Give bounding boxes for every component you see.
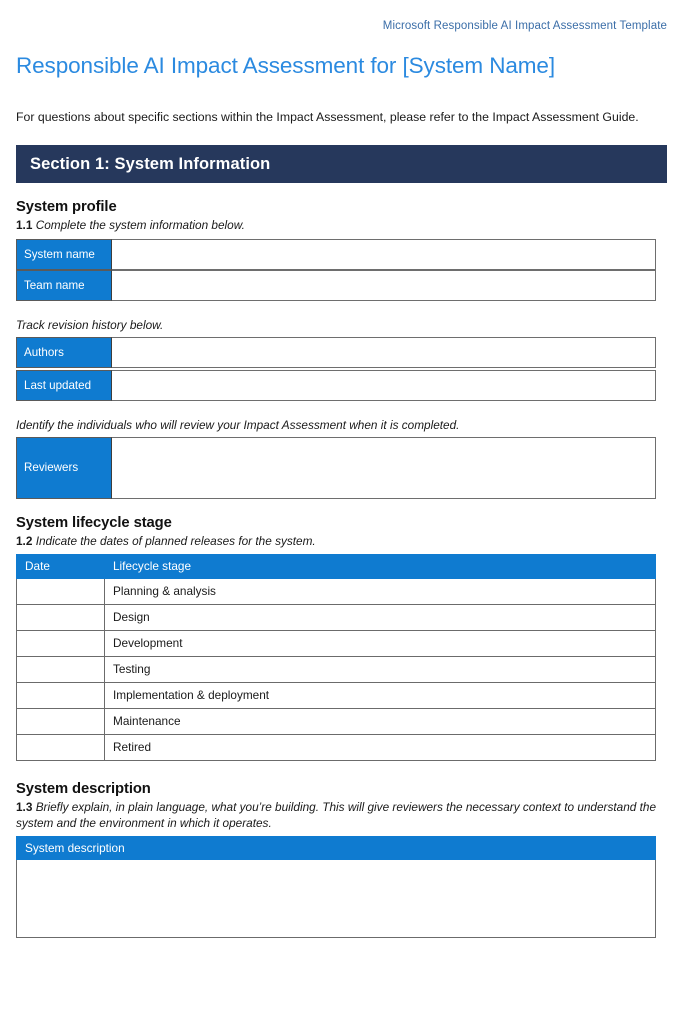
cell-date[interactable] bbox=[17, 578, 105, 604]
lifecycle-heading: System lifecycle stage bbox=[16, 514, 172, 531]
table-row bbox=[16, 337, 656, 368]
system-description-box bbox=[16, 836, 656, 938]
cell-date[interactable] bbox=[17, 656, 105, 682]
table-row bbox=[17, 656, 656, 682]
field-label-reviewers: Reviewers bbox=[16, 437, 112, 499]
intro-paragraph: For questions about specific sections within the Impact Assessment, please refer to the Impact Assessment Guide. bbox=[16, 109, 639, 124]
cell-stage: Development bbox=[105, 630, 656, 656]
field-input-system-name[interactable] bbox=[112, 239, 656, 270]
table-row bbox=[17, 578, 656, 604]
cell-stage: Implementation & deployment bbox=[105, 682, 656, 708]
cell-stage: Design bbox=[105, 604, 656, 630]
field-input-authors[interactable] bbox=[112, 337, 656, 368]
field-label-team-name: Team name bbox=[16, 270, 112, 301]
system-description-box-label: System description bbox=[16, 836, 656, 860]
item-number-1-3: 1.3 bbox=[16, 799, 33, 814]
cell-stage: Testing bbox=[105, 656, 656, 682]
lifecycle-table bbox=[16, 554, 656, 761]
cell-date[interactable] bbox=[17, 708, 105, 734]
table-row bbox=[17, 604, 656, 630]
cell-date[interactable] bbox=[17, 682, 105, 708]
system-profile-heading: System profile bbox=[16, 199, 117, 216]
field-label-last-updated: Last updated bbox=[16, 370, 112, 401]
table-row bbox=[17, 630, 656, 656]
item-text-1-2: Indicate the dates of planned releases for the system. bbox=[35, 533, 316, 548]
item-number-1-1: 1.1 bbox=[16, 218, 33, 233]
system-profile-instruction bbox=[16, 217, 667, 233]
reviewers-table bbox=[16, 437, 656, 499]
column-header-date: Date bbox=[17, 554, 105, 578]
description-instruction bbox=[16, 799, 667, 832]
revision-history-table bbox=[16, 337, 656, 401]
system-profile-table bbox=[16, 239, 656, 301]
cell-date[interactable] bbox=[17, 630, 105, 656]
revision-history-caption: Track revision history below. bbox=[16, 317, 164, 332]
description-heading: System description bbox=[16, 780, 151, 797]
document-template-label: Microsoft Responsible AI Impact Assessment Template bbox=[382, 20, 667, 32]
field-input-reviewers[interactable] bbox=[112, 437, 656, 499]
table-row bbox=[17, 708, 656, 734]
table-row bbox=[17, 734, 656, 760]
cell-stage: Maintenance bbox=[105, 708, 656, 734]
table-row bbox=[16, 370, 656, 401]
cell-date[interactable] bbox=[17, 604, 105, 630]
table-row bbox=[16, 437, 656, 499]
table-header-row bbox=[17, 554, 656, 578]
field-input-team-name[interactable] bbox=[112, 270, 656, 301]
column-header-lifecycle-stage: Lifecycle stage bbox=[105, 554, 656, 578]
system-description-textarea[interactable] bbox=[16, 860, 656, 938]
table-row bbox=[16, 270, 656, 301]
cell-stage: Retired bbox=[105, 734, 656, 760]
table-row bbox=[17, 682, 656, 708]
section-header-bar bbox=[16, 145, 667, 183]
table-row bbox=[16, 239, 656, 270]
item-number-1-2: 1.2 bbox=[16, 533, 33, 548]
cell-stage: Planning & analysis bbox=[105, 578, 656, 604]
lifecycle-instruction bbox=[16, 533, 667, 549]
field-input-last-updated[interactable] bbox=[112, 370, 656, 401]
item-text-1-1: Complete the system information below. bbox=[35, 218, 245, 233]
field-label-system-name: System name bbox=[16, 239, 112, 270]
cell-date[interactable] bbox=[17, 734, 105, 760]
section-header-label: Section 1: System Information bbox=[30, 154, 271, 173]
page-title: Responsible AI Impact Assessment for [System Name] bbox=[16, 53, 555, 78]
reviewers-caption: Identify the individuals who will review your Impact Assessment when it is completed. bbox=[16, 417, 460, 432]
field-label-authors: Authors bbox=[16, 337, 112, 368]
item-text-1-3: Briefly explain, in plain language, what you’re building. This will give reviewers the necessary context to understand the system and the environment in which it operates. bbox=[16, 799, 657, 831]
